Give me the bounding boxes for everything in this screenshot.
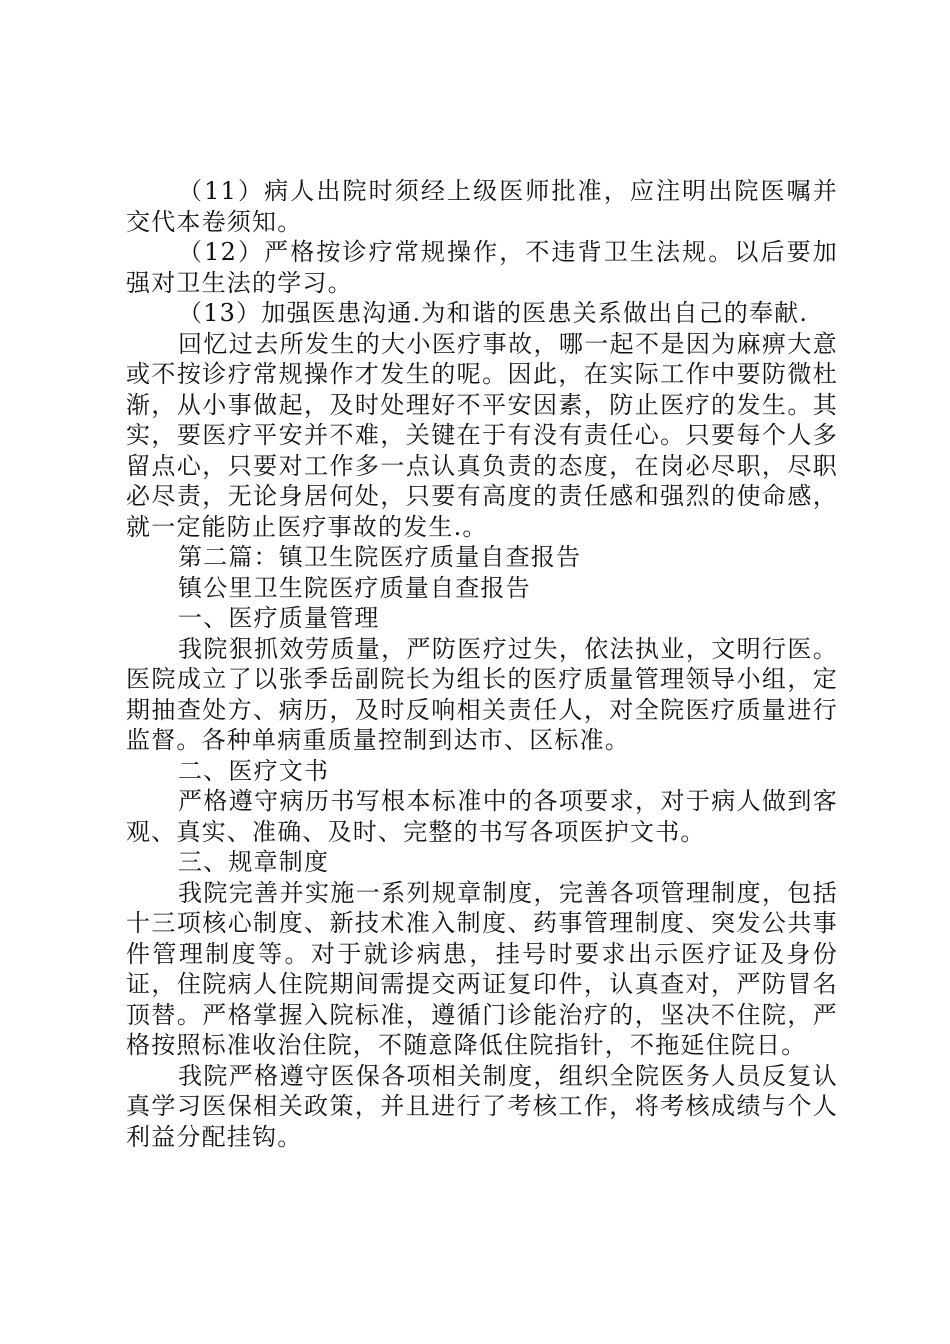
paragraph-medical-documents: 严格遵守病历书写根本标准中的各项要求，对于病人做到客观、真实、准确、及时、完整的书写各项医护文书。 — [126, 787, 838, 846]
paragraph-quality-management: 我院狠抓效劳质量，严防医疗过失，依法执业，文明行医。医院成立了以张季岳副院长为组长的医疗质量管理领导小组，定期抽查处方、病历，及时反响相关责任人，对全院医疗质量进行监督。各种单病重质量控制到达市、区标准。 — [126, 634, 838, 754]
paragraph-item-12: （12）严格按诊疗常规操作，不违背卫生法规。以后要加强对卫生法的学习。 — [126, 238, 838, 297]
paragraph-regulations: 我院完善并实施一系列规章制度，完善各项管理制度，包括十三项核心制度、新技术准入制度、药事管理制度、突发公共事件管理制度等。对于就诊病患，挂号时要求出示医疗证及身份证，住院病人住院期间需提交两证复印件，认真查对，严防冒名顶替。严格掌握入院标准，遵循门诊能治疗的，坚决不住院，严格按照标准收治住院，不随意降低住院指针，不拖延住院日。 — [126, 878, 838, 1059]
paragraph-reflection: 回忆过去所发生的大小医疗事故，哪一起不是因为麻痹大意或不按诊疗常规操作才发生的呢。因此，在实际工作中要防微杜渐，从小事做起，及时处理好不平安因素，防止医疗的发生。其实，要医疗平安并不难，关键在于有没有责任心。只要每个人多留点心，只要对工作多一点认真负责的态度，在岗必尽职，尽职必尽责，无论身居何处，只要有高度的责任感和强烈的使命感，就一定能防止医疗事故的发生.。 — [126, 329, 838, 541]
report-title: 镇公里卫生院医疗质量自查报告 — [178, 573, 531, 602]
paragraph-item-11: （11）病人出院时须经上级医师批准，应注明出院医嘱并交代本卷须知。 — [126, 177, 838, 236]
heading-quality-management: 一、医疗质量管理 — [178, 604, 380, 632]
paragraph-item-13: （13）加强医患沟通.为和谐的医患关系做出自己的奉献. — [178, 299, 809, 327]
section-heading-part-two: 第二篇：镇卫生院医疗质量自查报告 — [178, 543, 582, 571]
paragraph-insurance: 我院严格遵守医保各项相关制度，组织全院医务人员反复认真学习医保相关政策，并且进行了考核工作，将考核成绩与个人利益分配挂钩。 — [126, 1061, 838, 1151]
heading-regulations: 三、规章制度 — [178, 848, 330, 876]
document-body — [126, 176, 838, 1152]
heading-medical-documents: 二、医疗文书 — [178, 756, 330, 785]
